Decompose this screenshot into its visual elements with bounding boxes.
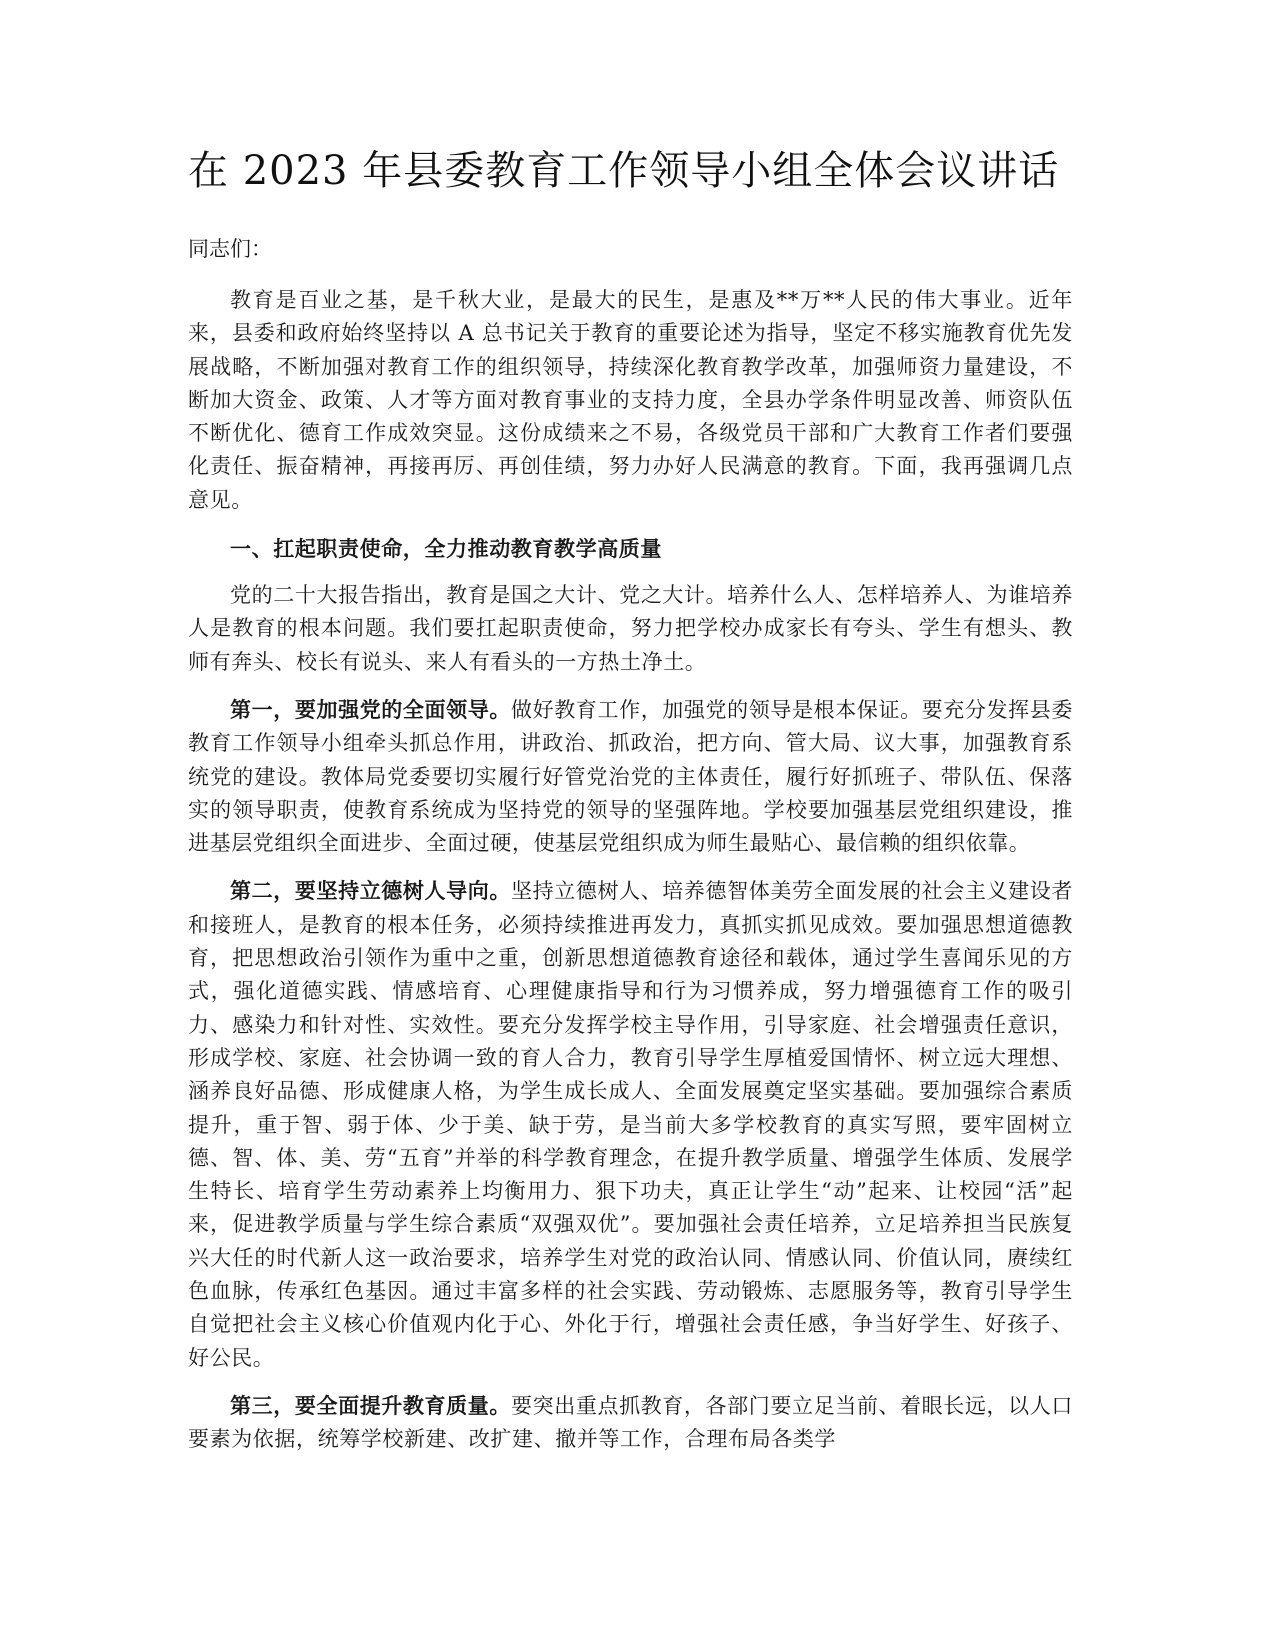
document-page xyxy=(188,142,1073,1471)
intro-paragraph: 教育是百业之基，是千秋大业，是最大的民生，是惠及**万**人民的伟大事业。近年来，县委和政府始终坚持以 A 总书记关于教育的重要论述为指导，坚定不移实施教育优先发展战略，不断加强对教育工作的组织领导，持续深化教育教学改革，加强师资力量建设，不断加大资金、政策、人才等方面对教育事业的支持力度，全县办学条件明显改善、师资队伍不断优化、德育工作成效突显。这份成绩来之不易，各级党员干部和广大教育工作者们要强化责任、振奋精神，再接再厉、再创佳绩，努力办好人民满意的教育。下面，我再强调几点意见。 xyxy=(188,288,1073,512)
document-title: 在 2023 年县委教育工作领导小组全体会议讲话 xyxy=(188,148,1060,194)
point-1-paragraph xyxy=(188,693,1073,860)
point-2-lead: 第二，要坚持立德树人导向。 xyxy=(230,878,511,904)
point-2-text: 坚持立德树人、培养德智体美劳全面发展的社会主义建设者和接班人，是教育的根本任务，必须持续推进再发力，真抓实抓见成效。要加强思想道德教育，把思想政治引领作为重中之重，创新思想道德教育途径和载体，通过学生喜闻乐见的方式，强化道德实践、情感培育、心理健康指导和行为习惯养成，努力增强德育工作的吸引力、感染力和针对性、实效性。要充分发挥学校主导作用，引导家庭、社会增强责任意识，形成学校、家庭、社会协调一致的育人合力，教育引导学生厚植爱国情怀、树立远大理想、涵养良好品德、形成健康人格，为学生成长成人、全面发展奠定坚实基础。要加强综合素质提升，重于智、弱于体、少于美、缺于劳，是当前大多学校教育的真实写照，要牢固树立德、智、体、美、劳“五育”并举的科学教育理念，在提升教学质量、增强学生体质、发展学生特长、培育学生劳动素养上均衡用力、狠下功夫，真正让学生“动”起来、让校园“活”起来，促进教学质量与学生综合素质“双强双优”。要加强社会责任培养，立足培养担当民族复兴大任的时代新人这一政治要求，培养学生对党的政治认同、情感认同、价值认同，赓续红色血脉，传承红色基因。通过丰富多样的社会实践、劳动锻炼、志愿服务等，教育引导学生自觉把社会主义核心价值观内化于心、外化于行，增强社会责任感，争当好学生、好孩子、好公民。 xyxy=(188,879,1073,1370)
point-2-paragraph xyxy=(188,874,1073,1374)
point-3-paragraph xyxy=(188,1389,1073,1457)
section-heading-1: 一、扛起职责使命，全力推动教育教学高质量 xyxy=(230,536,662,562)
section-1-paragraph: 党的二十大报告指出，教育是国之大计、党之大计。培养什么人、怎样培养人、为谁培养人是教育的根本问题。我们要扛起职责使命，努力把学校办成家长有夸头、学生有想头、教师有奔头、校长有说头、来人有看头的一方热土净土。 xyxy=(188,583,1073,674)
point-3-lead: 第三，要全面提升教育质量。 xyxy=(230,1392,511,1418)
point-1-lead: 第一，要加强党的全面领导。 xyxy=(230,696,511,722)
point-1-text: 做好教育工作，加强党的领导是根本保证。要充分发挥县委教育工作领导小组牵头抓总作用，讲政治、抓政治，把方向、管大局、议大事，加强教育系统党的建设。教体局党委要切实履行好管党治党的主体责任，履行好抓班子、带队伍、保落实的领导职责，使教育系统成为坚持党的领导的坚强阵地。学校要加强基层党组织建设，推进基层党组织全面进步、全面过硬，使基层党组织成为师生最贴心、最信赖的组织依靠。 xyxy=(188,697,1073,856)
point-3-text: 要突出重点抓教育，各部门要立足当前、着眼长远，以人口要素为依据，统筹学校新建、改扩建、撤并等工作，合理布局各类学 xyxy=(188,1393,1073,1452)
salutation: 同志们： xyxy=(188,237,272,261)
